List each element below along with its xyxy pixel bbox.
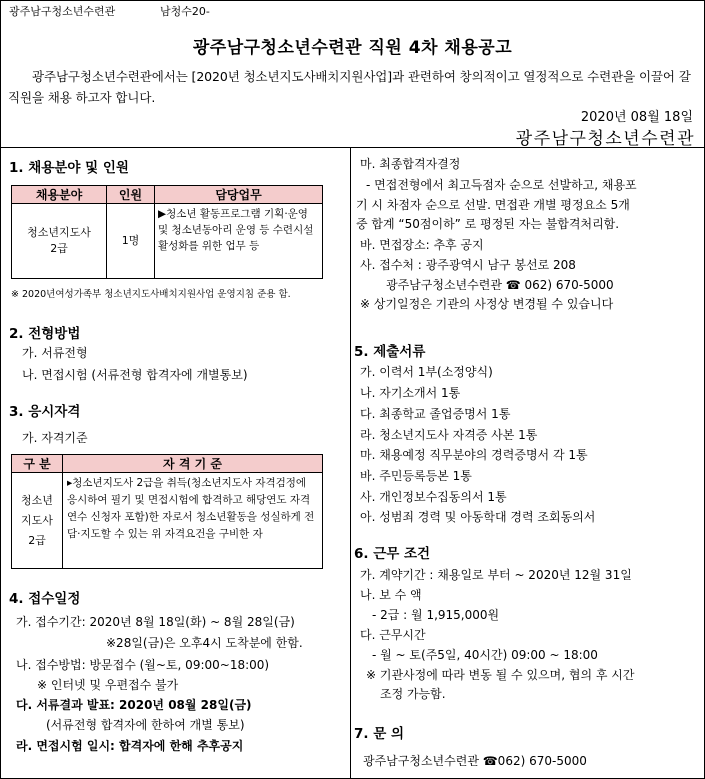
- work-condition-line: 조정 가능함.: [380, 687, 446, 701]
- document-item: 마. 채용예정 직무분야의 경력증명서 각 1통: [360, 448, 588, 462]
- work-condition-line: 가. 계약기간 : 채용일로 부터 ~ 2020년 12월 31일: [360, 568, 632, 582]
- final-decision-line: 중 합계 “50점이하” 로 평정된 자는 불합격처리함.: [356, 217, 620, 231]
- section-7-title: 7. 문 의: [354, 726, 405, 742]
- schedule-line: 나. 접수방법: 방문접수 (월~토, 09:00~18:00): [16, 658, 270, 672]
- qual-field: 청소년 지도사 2급: [12, 473, 63, 569]
- recruit-table: [11, 185, 323, 279]
- final-decision-title: 마. 최종합격자결정: [360, 157, 461, 171]
- schedule-line: (서류전형 합격자에 한하여 개별 통보): [46, 718, 245, 732]
- recruit-header-field: 채용분야: [12, 186, 107, 204]
- schedule-line: ※ 인터넷 및 우편접수 불가: [37, 678, 179, 692]
- document-item: 가. 이력서 1부(소정양식): [360, 365, 493, 379]
- selection-item: 가. 서류전형: [22, 346, 88, 360]
- recruit-field: 청소년지도사 2급: [12, 204, 107, 279]
- qual-header-type: 구 분: [12, 455, 63, 473]
- schedule-line: 라. 면접시험 일시: 합격자에 한해 추후공지: [16, 739, 244, 753]
- guideline-note: ※ 2020년여성가족부 청소년지도사배치지원사업 운영지침 준용 함.: [11, 289, 291, 300]
- document-item: 다. 최종학교 졸업증명서 1통: [360, 407, 511, 421]
- work-condition-line: - 월 ~ 토(주5일, 40시간) 09:00 ~ 18:00: [372, 648, 598, 662]
- inquiry-contact: 광주남구청소년수련관 ☎062) 670-5000: [363, 754, 587, 768]
- document-item: 사. 개인정보수집동의서 1통: [360, 490, 507, 504]
- selection-item: 나. 면접시험 (서류전형 합격자에 개별통보): [22, 368, 248, 382]
- document-number: 남청수20-: [160, 5, 210, 18]
- section-5-title: 5. 제출서류: [354, 344, 426, 360]
- qualification-item: 가. 자격기준: [22, 431, 88, 445]
- qualification-table: [11, 454, 323, 569]
- qual-criteria: ▸청소년지도사 2급을 취득(청소년지도사 자격검정에 응시하여 필기 및 면접시험에 합격하고 해당연도 자격연수 신청자 포함)한 자로서 청소년활동을 성실하게 전담·지도할 수 있는 위 자격요건을 구비한 자: [63, 473, 323, 569]
- notice-title: 광주남구청소년수련관 직원 4차 채용공고: [192, 38, 513, 58]
- divider-horizontal: [0, 147, 705, 148]
- header-org: 광주남구청소년수련관: [9, 5, 116, 18]
- recruit-header-duty: 담당업무: [155, 186, 323, 204]
- schedule-line: 가. 접수기간: 2020년 8월 18일(화) ~ 8월 28일(금): [16, 615, 295, 629]
- interview-place: 바. 면접장소: 추후 공지: [360, 238, 484, 252]
- schedule-line: ※28일(금)은 오후4시 도착분에 한함.: [106, 636, 303, 650]
- final-decision-line: - 면접전형에서 최고득점자 순으로 선발하고, 채용포: [366, 178, 637, 192]
- section-3-title: 3. 응시자격: [9, 404, 81, 420]
- section-4-title: 4. 접수일정: [9, 591, 81, 607]
- document-item: 바. 주민등록등본 1통: [360, 469, 472, 483]
- recruit-count: 1명: [107, 204, 155, 279]
- reception-address: 사. 접수처 : 광주광역시 남구 봉선로 208: [360, 258, 576, 272]
- intro-paragraph: 광주남구청소년수련관에서는 [2020년 청소년지도사배치지원사업]과 관련하여 창의적이고 열정적으로 수련관을 이끌어 갈 직원을 채용 하고자 합니다.: [8, 69, 691, 105]
- qual-header-criteria: 자 격 기 준: [63, 455, 323, 473]
- final-decision-line: 기 시 차점자 순으로 선발. 면접관 개별 평정요소 5개: [356, 198, 630, 212]
- reception-contact: 광주남구청소년수련관 ☎ 062) 670-5000: [386, 278, 614, 292]
- recruit-header-count: 인원: [107, 186, 155, 204]
- organization-signature: 광주남구청소년수련관: [515, 129, 695, 149]
- document-item: 나. 자기소개서 1통: [360, 386, 461, 400]
- schedule-line: 다. 서류결과 발표: 2020년 08월 28일(금): [16, 698, 252, 712]
- section-6-title: 6. 근무 조건: [354, 546, 431, 562]
- work-condition-line: ※ 기관사정에 따라 변동 될 수 있으며, 협의 후 시간: [366, 668, 635, 682]
- work-condition-line: - 2급 : 월 1,915,000원: [372, 608, 500, 622]
- document-item: 라. 청소년지도사 자격증 사본 1통: [360, 428, 538, 442]
- work-condition-line: 나. 보 수 액: [360, 588, 422, 602]
- document-item: 아. 성범죄 경력 및 아동학대 경력 조회동의서: [360, 510, 596, 524]
- schedule-change-note: ※ 상기일정은 기관의 사정상 변경될 수 있습니다: [360, 297, 614, 311]
- recruit-duty: ▶청소년 활동프로그램 기획·운영 및 청소년동아리 운영 등 수련시설 활성화를 위한 업무 등: [155, 204, 323, 279]
- divider-vertical: [350, 147, 351, 779]
- notice-date: 2020년 08월 18일: [580, 110, 693, 125]
- section-2-title: 2. 전형방법: [9, 326, 81, 342]
- work-condition-line: 다. 근무시간: [360, 628, 426, 642]
- section-1-title: 1. 채용분야 및 인원: [9, 160, 129, 176]
